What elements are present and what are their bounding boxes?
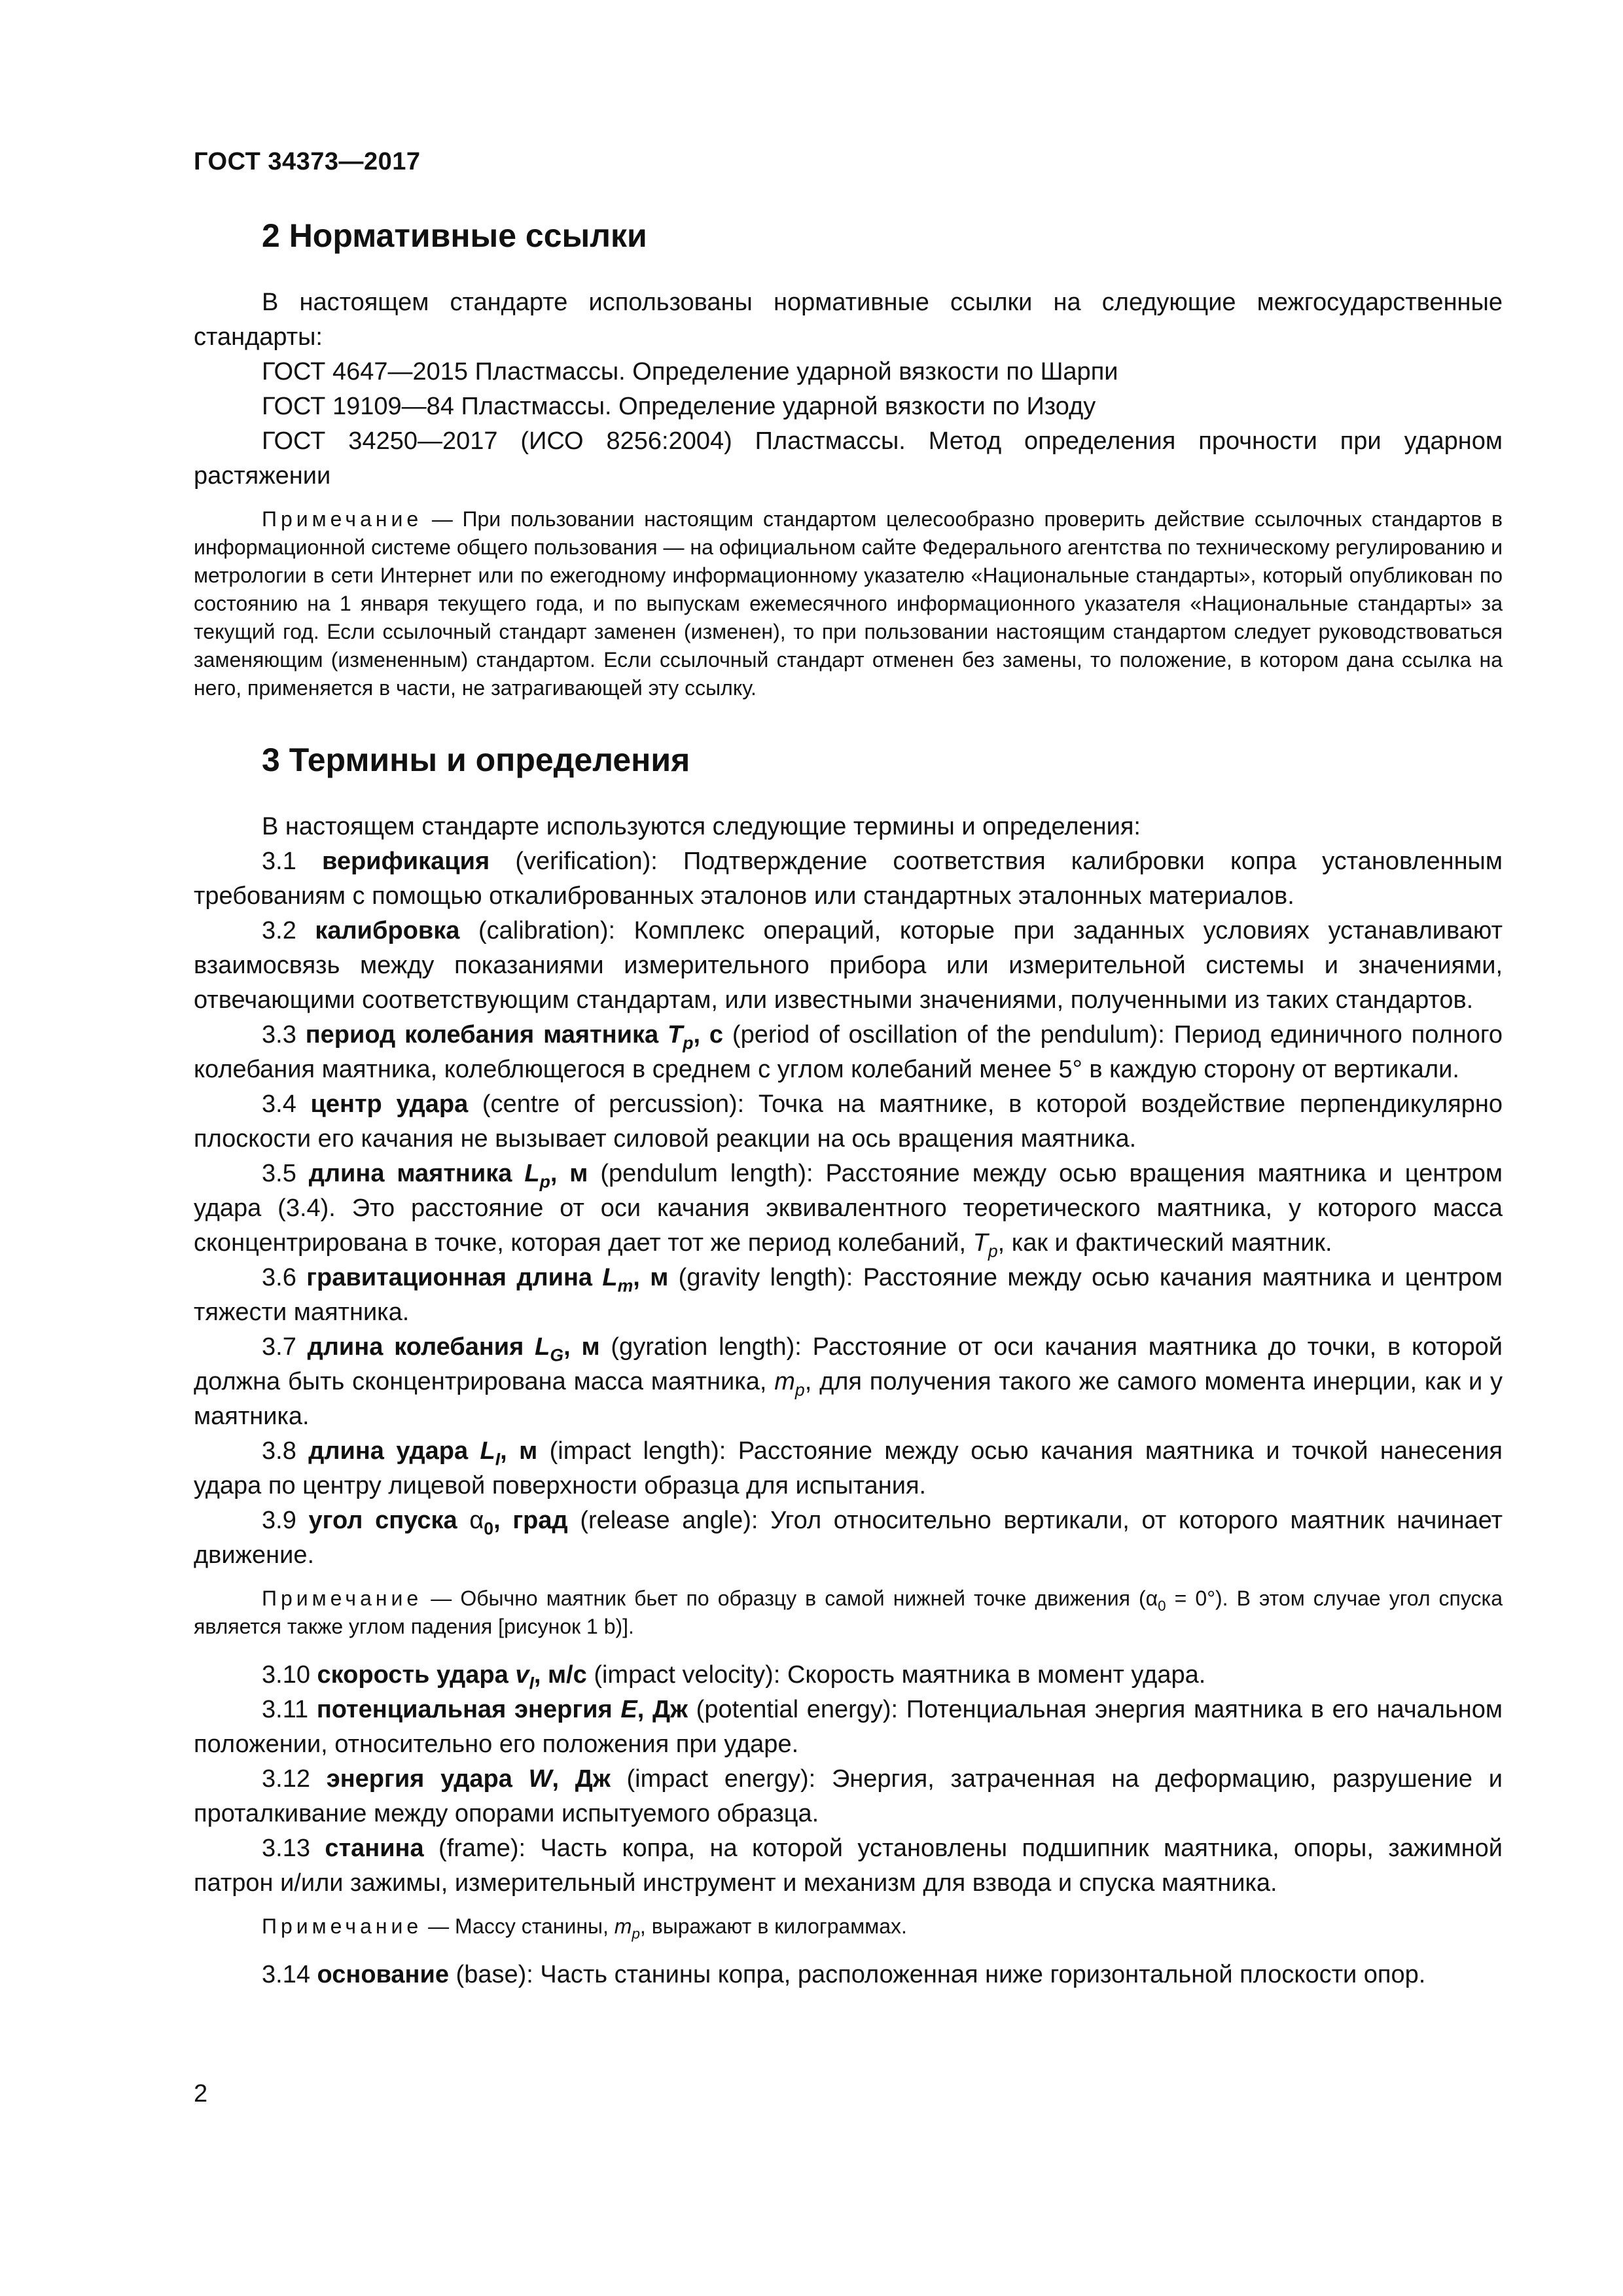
document-header: ГОСТ 34373—2017: [194, 148, 421, 175]
note-label: Примечание: [262, 507, 423, 531]
term-3-4: 3.4 центр удара (centre of percussion): Точка на маятнике, в которой воздействие перпендикулярно плоскости его качания не вызывает силовой реакции на ось вращения маятника.: [194, 1090, 1503, 1153]
term-3-9: 3.9 угол спуска $\alpha_0$, град (release angle): Угол относительно вертикали, от которого маятник начинает движение.: [194, 1507, 1503, 1569]
term-3-6: 3.6 гравитационная длина $L_m$, м (gravity length): Расстояние между осью качания маятника и центром тяжести маятника.: [194, 1264, 1503, 1326]
section-2-title: 2 Нормативные ссылки: [262, 217, 647, 254]
term-3-10: 3.10 скорость удара $v_I$, м/с (impact velocity): Скорость маятника в момент удара.: [262, 1661, 1206, 1693]
section-3-intro: В настоящем стандарте используются следующие термины и определения:: [262, 813, 1141, 840]
term-3-8: 3.8 длина удара $L_I$, м (impact length): Расстояние между осью качания маятника и точкой нанесения удара по центру лицевой поверхности образца для испытания.: [194, 1437, 1503, 1499]
reference-item: ГОСТ 34250—2017 (ИСО 8256:2004) Пластмассы. Метод определения прочности при ударном растяжении: [194, 427, 1503, 490]
reference-item: ГОСТ 19109—84 Пластмассы. Определение ударной вязкости по Изоду: [262, 393, 1096, 420]
term-3-14: 3.14 основание (base): Часть станины копра, расположенная ниже горизонтальной плоскости опор.: [262, 1961, 1426, 1988]
page-number: 2: [194, 2080, 208, 2108]
term-3-7: 3.7 длина колебания $L_G$, м (gyration length): Расстояние от оси качания маятника до точки, в которой должна быть сконцентрирована масса маятника, $m_p$, для получения такого же самого момента инерции, как и у маятника.: [194, 1333, 1503, 1430]
term-3-11: 3.11 потенциальная энергия E, Дж (potential energy): Потенциальная энергия маятника в его начальном положении, относительно его положения при ударе.: [194, 1696, 1503, 1758]
reference-item: ГОСТ 4647—2015 Пластмассы. Определение ударной вязкости по Шарпи: [262, 358, 1118, 386]
note-label: Примечание: [262, 1914, 423, 1938]
term-3-13: 3.13 станина (frame): Часть копра, на которой установлены подшипник маятника, опоры, зажимной патрон и/или зажимы, измерительный инструмент и механизм для взвода и спуска маятника.: [194, 1835, 1503, 1897]
term-3-2: 3.2 калибровка (calibration): Комплекс операций, которые при заданных условиях устанавливают взаимосвязь между показаниями измерительного прибора или измерительной системы и значениями, отвечающими соответствующим стандартам, или известными значениями, полученными из таких стандартов.: [194, 917, 1503, 1014]
section-2-intro: В настоящем стандарте использованы нормативные ссылки на следующие межгосударственные стандарты:: [194, 289, 1503, 351]
note-label: Примечание: [262, 1587, 423, 1610]
term-3-1: 3.1 верификация (verification): Подтверждение соответствия калибровки копра установленным требованиям с помощью откалиброванных эталонов или стандартных эталонных материалов.: [194, 848, 1503, 910]
section-3-title: 3 Термины и определения: [262, 742, 690, 778]
section-2-note: [194, 505, 1503, 702]
term-3-13-note: Примечание — Массу станины, $m_p$, выражают в килограммах.: [262, 1914, 907, 1942]
term-3-9-note: Примечание — Обычно маятник бьет по образцу в самой нижней точке движения $(\alpha_0 = 0^\circ)$. В этом случае угол спуска является также углом падения [рисунок 1 b)].: [194, 1587, 1503, 1638]
note-text: — При пользовании настоящим стандартом целесообразно проверить действие ссылочных стандартов в информационной системе общего пользования — на официальном сайте Федерального агентства по техническому регулированию и метрологии в сети Интернет или по ежегодному информационному указателю «Национальные стандарты», который опубликован по состоянию на 1 января текущего года, и по выпускам ежемесячного информационного указателя «Национальные стандарты» за текущий год. Если ссылочный стандарт заменен (изменен), то при пользовании настоящим стандартом следует руководствоваться заменяющим (измененным) стандартом. Если ссылочный стандарт отменен без замены, то положение, в котором дана ссылка на него, применяется в части, не затрагивающей эту ссылку.: [194, 507, 1503, 700]
page-content: [194, 216, 1503, 1992]
term-3-5: 3.5 длина маятника $L_p$, м (pendulum length): Расстояние между осью вращения маятника и центром удара (3.4). Это расстояние от оси качания эквивалентного теоретического маятника, у которого масса сконцентрирована в точке, которая дает тот же период колебаний, $T_p$, как и фактический маятник.: [194, 1160, 1503, 1261]
term-3-3: 3.3 период колебания маятника $T_p$, с (period of oscillation of the pendulum): Период единичного полного колебания маятника, колеблющегося в среднем с углом колебаний менее 5° в каждую сторону от вертикали.: [194, 1021, 1503, 1083]
term-3-12: 3.12 энергия удара W, Дж (impact energy): Энергия, затраченная на деформацию, разрушение и проталкивание между опорами испытуемого образца.: [194, 1765, 1503, 1827]
